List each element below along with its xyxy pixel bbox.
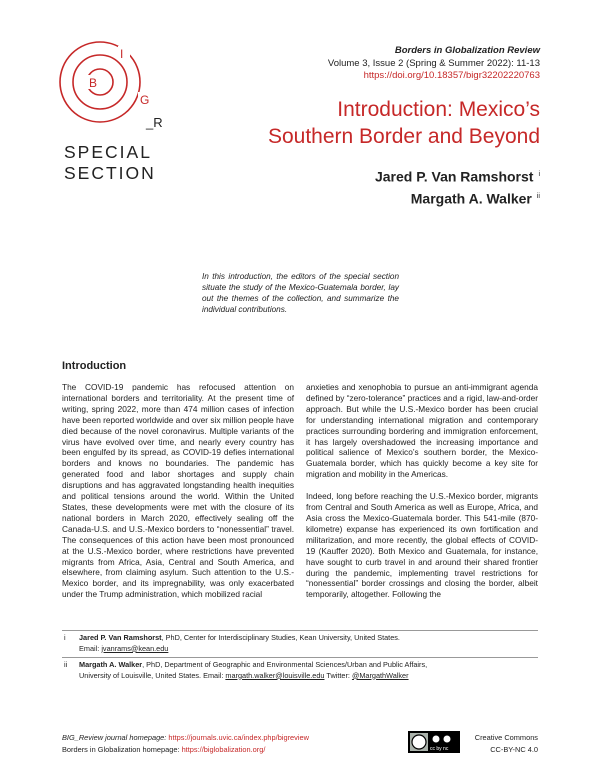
logo-letter-r: _R (146, 115, 163, 130)
author-2-mark: ii (536, 192, 540, 200)
paragraph: The COVID-19 pandemic has refocused attention on international borders and territoriality. At the present time of writing, spring 2022, more than 474 million cases of infection have been reported worldwide and over six million people have died because of the novel coronavirus. Multiple variants of the virus have evolved over time, and nearly every country has been engulfed by its spread, as COVID-19 defies international borders and knows no boundaries. The pandemic has generated food and labor shortages and supply chain disruptions and has aggravated longstanding health inequities and political tensions around the world. Within the United States, these developments were met with the closure of its national borders in March 2020, effectively sealing off the Canada-U.S. and U.S.-Mexico borders to “nonessential” travel. The consequences of this action have been most pronounced at the U.S.-Mexico border, where restrictions have prevented migrants from Africa, Asia, Central and South America, and elsewhere, from claiming asylum. Such attention to the U.S.-Mexico border, and its impregnability, was only exacerbated under the Trump administration, which mobilized racial (62, 382, 294, 600)
journal-issue: Volume 3, Issue 2 (Spring & Summer 2022): 11-13 (327, 57, 540, 69)
special-section-label (64, 142, 156, 184)
section-heading-introduction: Introduction (62, 360, 127, 372)
author-1: Jared P. Van Ramshorst $^i$ (374, 168, 540, 185)
footnote-divider (62, 630, 538, 631)
body-column-left (62, 382, 294, 600)
title-line1: Introduction: Mexico’s (337, 98, 540, 121)
journal-name: Borders in Globalization Review (394, 45, 540, 56)
footnote-2-twitter[interactable]: @MargathWalker (351, 670, 409, 680)
journal-homepage-link[interactable]: https://journals.uvic.ca/index.php/bigreview (168, 733, 309, 742)
cc-by-nc-icon (409, 732, 459, 752)
footnote-1-email[interactable]: jvanrams@kean.edu (101, 643, 169, 653)
paragraph: Indeed, long before reaching the U.S.-Mexico border, migrants from Central and South America as well as Europe, Africa, and Asia cross the Mexico-Guatemala border. This 541-mile (870-kilometre) expanse has experienced its own fortification and militarization, and more recently, the global effects of COVID-19 (Kauffer 2020). Both Mexico and Guatemala, for instance, have sought to curb travel in and around their shared frontier during the pandemic, implementing travel restrictions for “nonessential” border crossings and closing the border, albeit temporarily, altogether. Following the (306, 491, 538, 600)
journal-logo (58, 32, 168, 142)
title-line2: Southern Border and Beyond (267, 125, 540, 148)
author-2: Margath A. Walker $^{ii}$ (410, 190, 540, 207)
footnote-2-email[interactable]: margath.walker@louisville.edu (225, 670, 325, 680)
article-title (268, 96, 540, 150)
logo-letter-g: G (140, 93, 150, 107)
author-list (375, 165, 540, 208)
svg-text:cc by nc: cc by nc (430, 746, 449, 752)
special-line1: SPECIAL (64, 142, 152, 162)
paragraph: anxieties and xenophobia to pursue an anti-immigrant agenda defined by “zero-tolerance” practices and a rigid, law-and-order approach. But while the U.S.-Mexico border has been crucial for understanding international migration and contemporary practices surrounding bordering and immigration enforcement, it has largely overshadowed the increasing importance and political salience of Mexico’s southern border, the Mexico-Guatemala border, which has quickly become a key site for migration and mobility in the Americas. (306, 382, 538, 480)
page-footer: BIG_Review journal homepage: https://journals.uvic.ca/index.php/bigreview Borders in Globalization homepage: https://biglobalization.org/ (62, 733, 309, 754)
footnote-divider (62, 657, 538, 658)
logo-letter-i: I (120, 47, 124, 61)
big-homepage-link[interactable]: https://biglobalization.org/ (181, 744, 266, 754)
footnote-2: ii Margath A. Walker, PhD, Department of Geographic and Environmental Sciences/Urban and Public Affairs, University of Louisville, United States. Email: margath.walker@louisville.edu Twitter: @MargathWalker (64, 660, 428, 680)
footnote-1: i Jared P. Van Ramshorst, PhD, Center for Interdisciplinary Studies, Kean University, United States. Email: jvanrams@kean.edu (64, 633, 400, 653)
abstract: In this introduction, the editors of the special section situate the study of the Mexico-Guatemala border, lay out the themes of the collection, and summarize the individual contributions. (202, 272, 399, 314)
body-column-right (306, 382, 538, 600)
doi-link[interactable]: https://doi.org/10.18357/bigr32202220763 (363, 70, 540, 81)
special-line2: SECTION (64, 163, 156, 183)
cc-license-badge[interactable] (408, 731, 460, 753)
journal-header (328, 45, 540, 83)
author-1-mark: i (538, 171, 540, 178)
license-text: Creative Commons CC-BY-NC 4.0 (474, 733, 538, 754)
logo-letter-b: B (89, 76, 98, 90)
